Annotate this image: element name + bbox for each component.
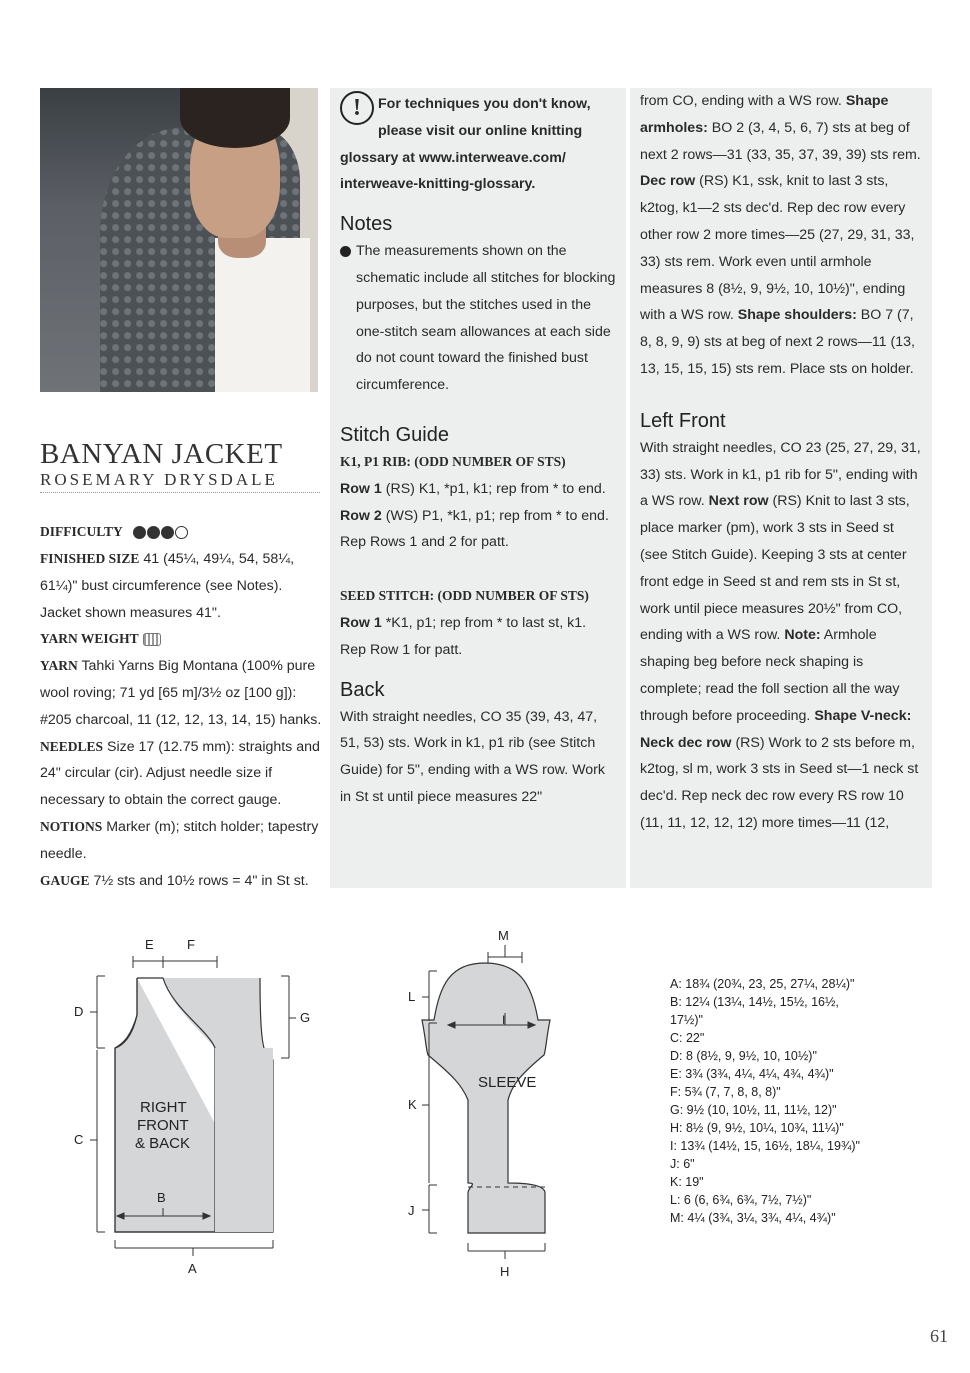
notions (40, 814, 325, 868)
measurement-h: H: 8½ (9, 9½, 10¼, 10¾, 11¼)" (670, 1121, 844, 1135)
back-text: With straight needles, CO 35 (39, 43, 47, 51, 53) sts. Work in k1, p1 rib (see Stitch Guide) for 5", ending with a WS row. Work in St st until piece measures 22" (340, 708, 605, 805)
note-label: Note: (784, 627, 821, 644)
dim-label-h: H (500, 1264, 510, 1279)
measurement-e: E: 3¾ (3¾, 4¼, 4¼, 4¾, 4¾)" (670, 1067, 834, 1081)
yarn (40, 653, 325, 733)
model-photo (40, 88, 318, 392)
rib-row-1-text: (RS) K1, *p1, k1; rep from * to end. (385, 480, 606, 497)
rib-row-2-label: Row 2 (340, 507, 382, 524)
difficulty-dot-empty-icon (175, 526, 188, 539)
lf-text-4: (RS) Work to 2 sts before m, k2tog, sl m, work 3 sts in Seed st—1 neck st dec'd. Rep neck dec row every RS row 10 (11, 11, 12, 12, 12) more times—11 (12, (640, 734, 919, 831)
measurement-g: G: 9½ (10, 10½, 11, 11½, 12)" (670, 1103, 837, 1117)
measurement-k: K: 19" (670, 1175, 704, 1189)
designer-name: ROSEMARY DRYSDALE (40, 470, 320, 493)
seed-row-1-text: *K1, p1; rep from * to last st, k1. (385, 614, 587, 631)
rib-heading: K1, P1 RIB: (ODD NUMBER OF STS) (340, 453, 566, 469)
body-front-panel (215, 1048, 273, 1232)
model-hair (180, 88, 290, 148)
dim-label-e: E (145, 937, 154, 952)
right-column (630, 88, 932, 888)
measurement-l: L: 6 (6, 6¾, 6¾, 7½, 7½)" (670, 1193, 812, 1207)
tip-text-top (378, 91, 591, 145)
dim-label-k: K (408, 1097, 417, 1112)
dim-m (488, 945, 522, 963)
dim-label-j: J (408, 1203, 415, 1218)
dim-label-m: M (498, 928, 509, 943)
yarn-label: YARN (40, 658, 78, 674)
dim-d (90, 976, 105, 1048)
measurements-legend (670, 975, 860, 1227)
back-continued (640, 88, 922, 383)
seed-heading: SEED STITCH: (ODD NUMBER OF STS) (340, 588, 589, 604)
dim-label-i: I (502, 1013, 506, 1027)
rib-row-2-text: (WS) P1, *k1, p1; rep from * to end. (385, 507, 609, 524)
difficulty-dot-filled-icon (161, 526, 174, 539)
finished-size-value: 41 (45¼, 49¼, 54, 58¼, 61¼)" bust circumference (see Notes). Jacket shown measures 41". (40, 550, 295, 621)
yarn-weight-label: YARN WEIGHT (40, 631, 139, 647)
lf-text-2: (RS) Knit to last 3 sts, place marker (pm), work 3 sts in Seed st (see Stitch Guide). Keeping 3 sts at center front edge in Seed st and rem sts in St st, work until piece measures 20½" from CO, ending with a WS row. (640, 493, 910, 644)
measurement-a: A: 18¾ (20¾, 23, 25, 27¼, 28¼)" (670, 977, 855, 991)
difficulty-dot-filled-icon (147, 526, 160, 539)
left-column (40, 88, 325, 894)
measurement-j: J: 6" (670, 1157, 695, 1171)
measurement-b: B: 12¼ (13¼, 14½, 15½, 16½, (670, 995, 839, 1009)
back-heading: Back (340, 678, 385, 701)
back-cont-2: BO 2 (3, 4, 5, 6, 7) sts at beg of next 2 rows—31 (33, 35, 37, 39, 39) sts rem. (640, 119, 921, 163)
seed-row-1-label: Row 1 (340, 614, 382, 631)
seed-repeat: Rep Row 1 for patt. (340, 641, 463, 658)
dim-label-b: B (157, 1190, 166, 1205)
page-number: 61 (930, 1326, 948, 1346)
back-cont-1: from CO, ending with a WS row. (640, 93, 842, 109)
difficulty-line (40, 519, 325, 546)
neck-dec-label: Neck dec row (640, 734, 732, 751)
shape-vneck-label: Shape V-neck: (814, 707, 912, 724)
measurement-m: M: 4¼ (3¾, 3¼, 3¾, 4¼, 4¾)" (670, 1211, 836, 1225)
dim-j (422, 1185, 437, 1233)
rib-row-1-label: Row 1 (340, 480, 382, 497)
stitch-guide-heading: Stitch Guide (340, 423, 449, 446)
tip-line-3: glossary at www.interweave.com/ (340, 149, 566, 166)
body-label-line-1: RIGHT (140, 1099, 187, 1116)
body-label-line-2: FRONT (137, 1117, 189, 1134)
dim-c (90, 1050, 105, 1232)
lf-text-3: Armhole shaping beg before neck shaping is complete; read the foll section all the way through before proceeding. (640, 627, 900, 724)
tip-line-1: For techniques you don't know, (378, 96, 591, 112)
lf-text-1: With straight needles, CO 23 (25, 27, 29, 31, 33) sts. Work in k1, p1 rib for 5", ending with a WS row. (640, 439, 921, 510)
rib-repeat: Rep Rows 1 and 2 for patt. (340, 534, 509, 551)
dim-e-f (133, 956, 217, 968)
technique-tip (340, 91, 616, 145)
yarn-value: Tahki Yarns Big Montana (100% pure wool roving; 71 yd [65 m]/3½ oz [100 g]): #205 charcoal, 11 (12, 12, 13, 14, 15) hanks. (40, 658, 322, 728)
measurement-f: F: 5¾ (7, 7, 8, 8, 8)" (670, 1085, 781, 1099)
dim-label-f: F (187, 937, 195, 952)
gauge (40, 868, 325, 895)
needles-label: NEEDLES (40, 738, 104, 754)
measurement-c: C: 22" (670, 1031, 705, 1045)
notions-label: NOTIONS (40, 818, 103, 834)
tip-line-2: please visit our online knitting (378, 122, 583, 139)
rib-row-1 (340, 476, 616, 503)
next-row-label: Next row (708, 493, 769, 510)
back-cont-4: BO 7 (7, 8, 8, 9, 9) sts at beg of next 2 rows—11 (13, 13, 15, 15, 15) sts rem. Place sts on holder. (640, 307, 915, 377)
left-front-text (640, 435, 922, 837)
notes-heading: Notes (340, 213, 393, 236)
middle-column (330, 88, 626, 888)
difficulty-dots-icon (133, 519, 189, 546)
pattern-info (40, 519, 325, 894)
body-label-line-3: & BACK (135, 1135, 191, 1152)
left-front-heading: Left Front (640, 409, 726, 432)
yarn-weight-icon (143, 633, 161, 646)
gauge-label: GAUGE (40, 872, 90, 888)
note-text: The measurements shown on the schematic include all stitches for blocking purposes, but the stitches used in the one-stitch seam allowances at each side do not count toward the finished bust circumference. (356, 243, 616, 394)
yarn-weight (40, 626, 325, 653)
back-cont-3: (RS) K1, ssk, knit to last 3 sts, k2tog, k1—2 sts dec'd. Rep dec row every other row 2 more times—25 (27, 29, 31, 33, 33) sts rem. Work even until armhole measures 8 (8½, 9, 9½, 10, 10½)", ending with a WS row. (640, 173, 915, 324)
dim-label-c: C (74, 1132, 84, 1147)
dim-label-g: G (300, 1010, 311, 1025)
shape-armholes-label: Shape armholes: (640, 93, 889, 136)
difficulty-label: DIFFICULTY (40, 524, 123, 540)
rib-row-2 (340, 503, 616, 530)
body-schematic (60, 930, 340, 1280)
needles-value: Size 17 (12.75 mm): straights and 24" circular (cir). Adjust needle size if necessary to obtain the correct gauge. (40, 738, 320, 809)
difficulty-dot-filled-icon (133, 526, 146, 539)
notions-value: Marker (m); stitch holder; tapestry needle. (40, 818, 319, 862)
dim-h (468, 1243, 545, 1259)
tip-line-4: interweave-knitting-glossary. (340, 176, 536, 193)
sleeve-schematic (400, 925, 570, 1285)
dim-label-d: D (74, 1004, 84, 1019)
dim-label-a: A (188, 1261, 197, 1276)
measurement-d: D: 8 (8½, 9, 9½, 10, 10½)" (670, 1049, 817, 1063)
sleeve-label: SLEEVE (478, 1074, 537, 1091)
measurement-b-cont: 17½)" (670, 1013, 703, 1027)
dim-a (115, 1240, 273, 1256)
dec-row-label: Dec row (640, 173, 696, 190)
shape-shoulders-label: Shape shoulders: (737, 307, 857, 324)
sleeve-piece (422, 963, 550, 1233)
pattern-title: BANYAN JACKET (40, 438, 283, 470)
exclamation-icon: ! (340, 91, 374, 125)
finished-size-label: FINISHED SIZE (40, 550, 140, 566)
dim-g (281, 976, 296, 1058)
note-item (340, 238, 616, 399)
finished-size (40, 546, 325, 626)
gauge-value: 7½ sts and 10½ rows = 4" in St st. (93, 872, 309, 889)
seed-row-1 (340, 610, 616, 637)
measurement-i: I: 13¾ (14½, 15, 16½, 18¼, 19¾)" (670, 1139, 860, 1153)
bullet-icon (340, 246, 351, 257)
dim-label-l: L (408, 989, 416, 1004)
needles (40, 734, 325, 814)
white-top (215, 238, 310, 392)
